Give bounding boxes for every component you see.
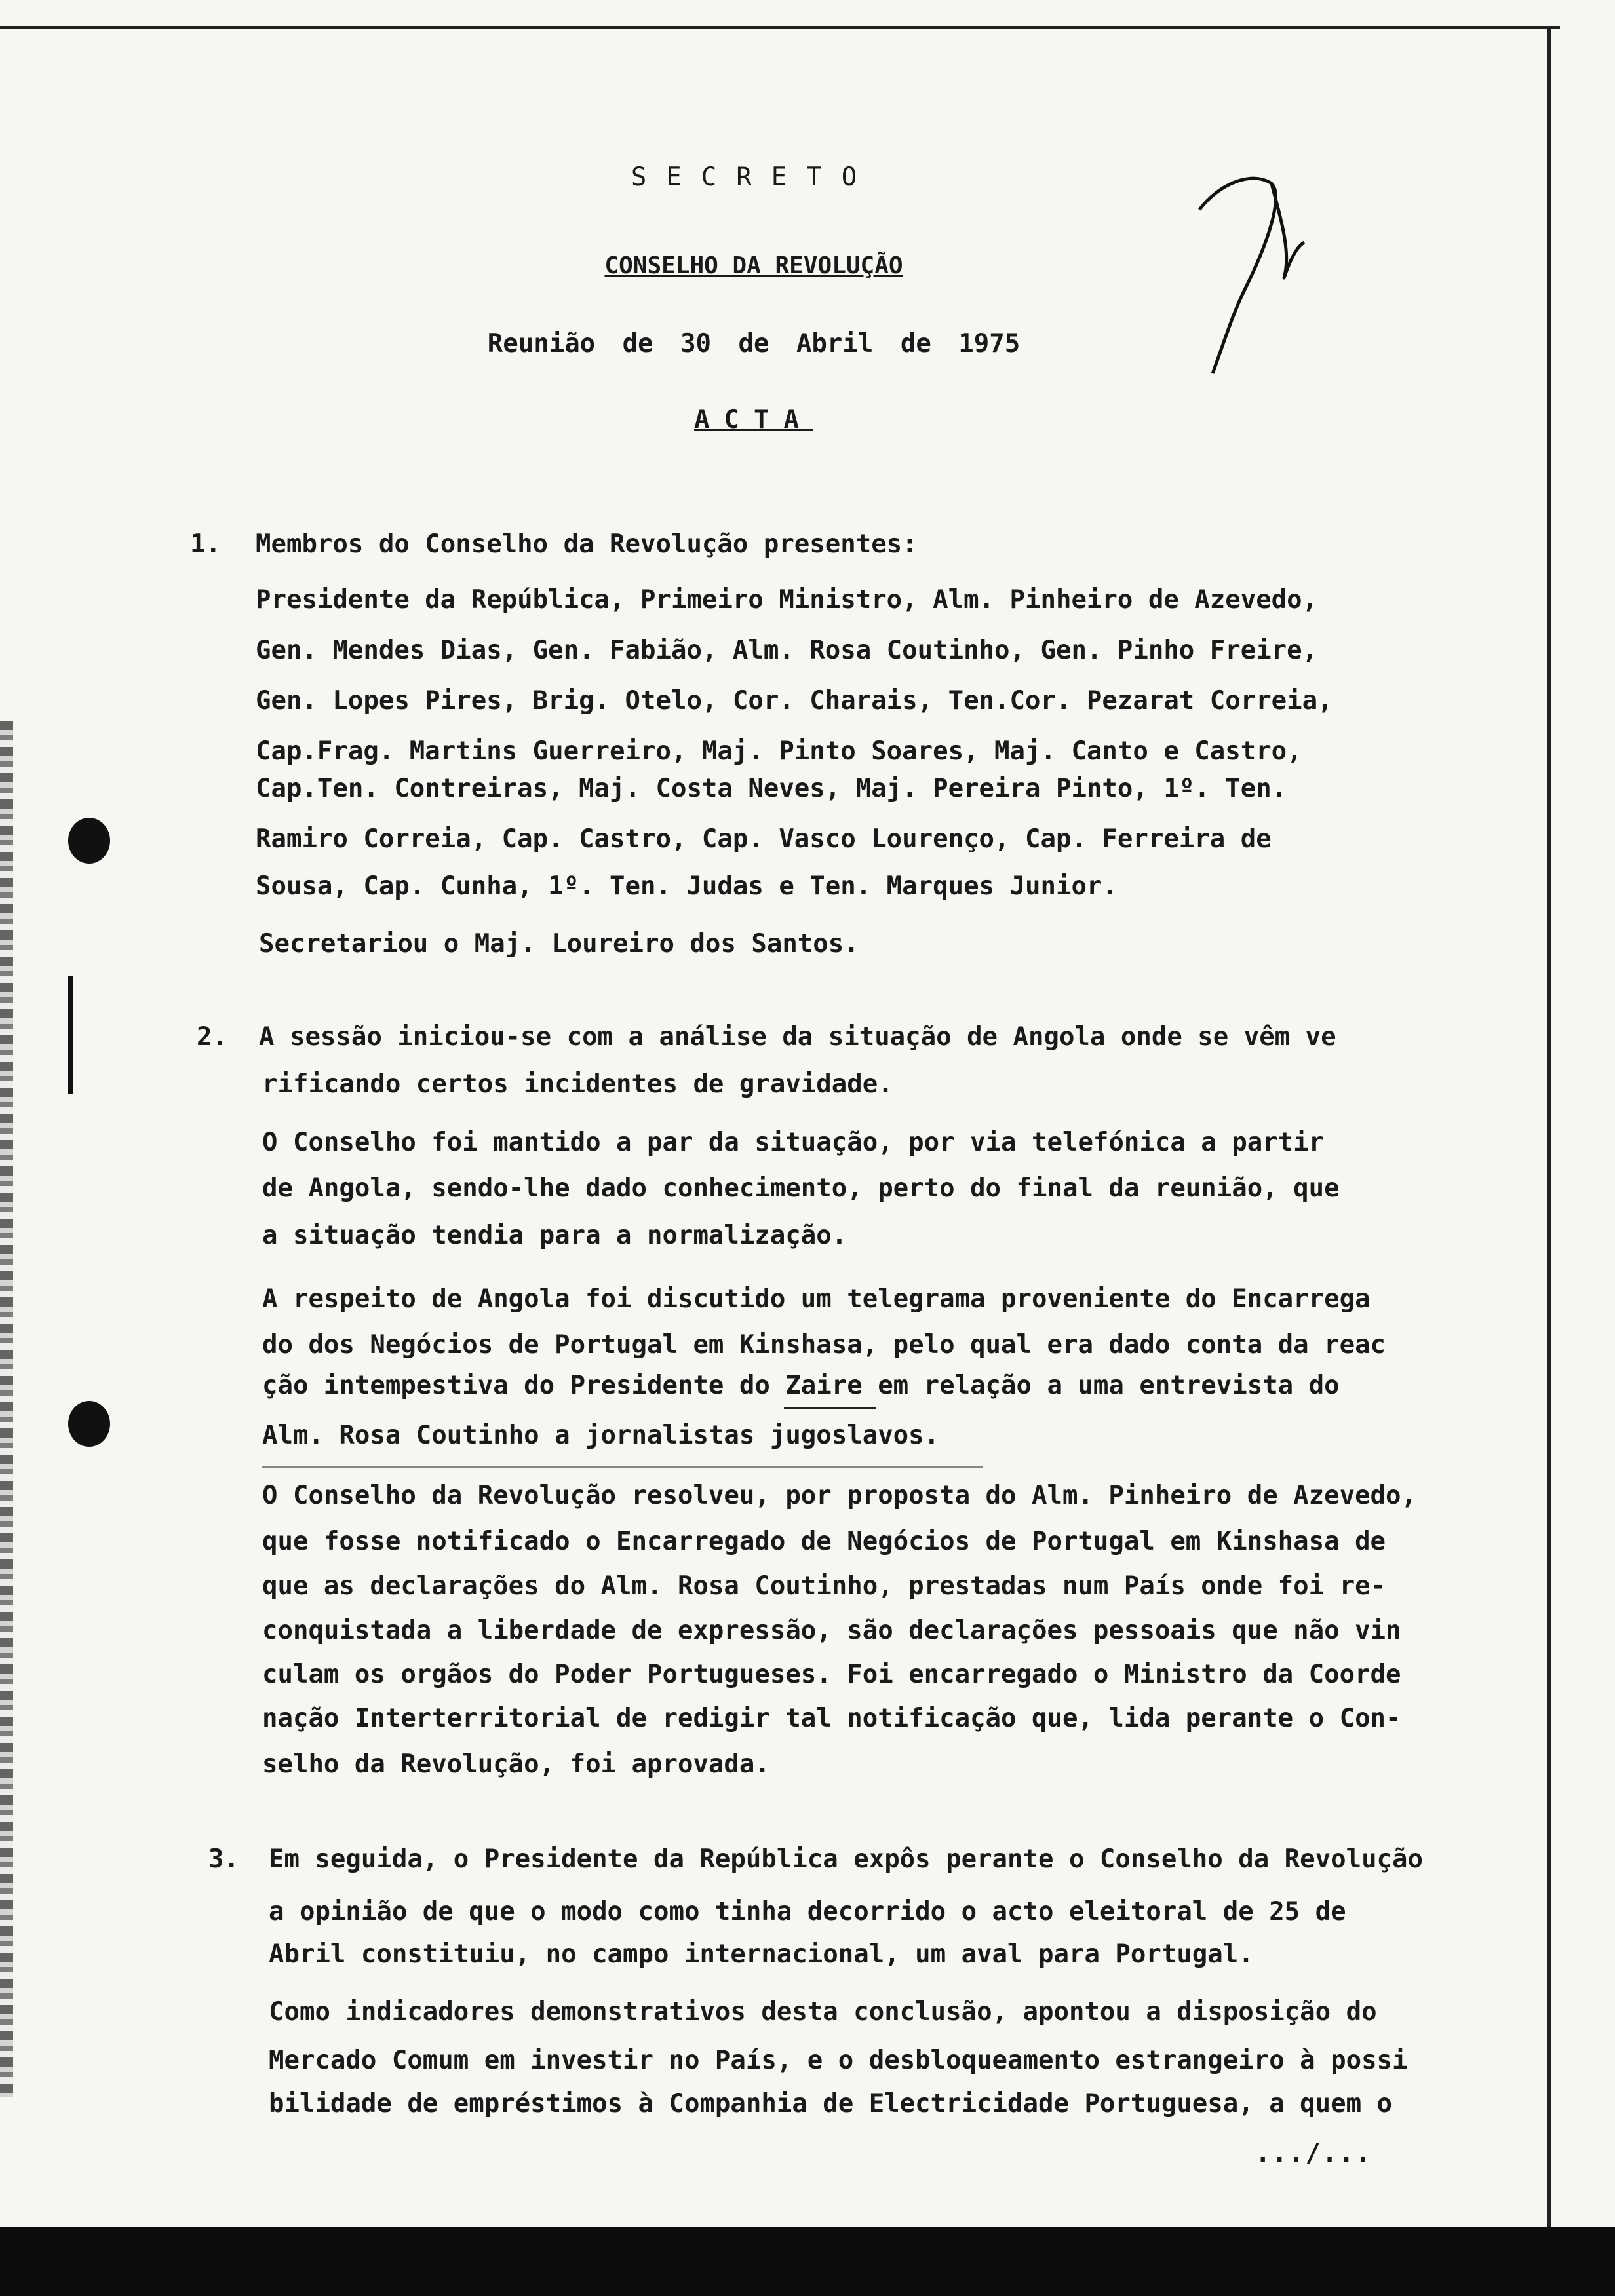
item-number: 1.	[190, 529, 221, 559]
council-title: CONSELHO DA REVOLUÇÃO	[604, 252, 903, 279]
meeting-date: Reunião de 30 de Abril de 1975	[487, 329, 1021, 358]
item-line: rificando certos incidentes de gravidade.	[262, 1069, 893, 1099]
page-border-top	[0, 26, 1560, 29]
document-type: ACTA	[694, 405, 813, 434]
continuation-mark: .../...	[1255, 2139, 1372, 2168]
item-number: 2.	[197, 1022, 227, 1052]
paragraph-line: O Conselho da Revolução resolveu, por proposta do Alm. Pinheiro de Azevedo,	[262, 1481, 1416, 1510]
paragraph-line: nação Interterritorial de redigir tal notificação que, lida perante o Con-	[262, 1704, 1401, 1733]
paragraph-line: conquistada a liberdade de expressão, são declarações pessoais que não vin	[262, 1616, 1401, 1645]
members-line: Sousa, Cap. Cunha, 1º. Ten. Judas e Ten. Marques Junior.	[256, 871, 1118, 901]
paragraph-line: do dos Negócios de Portugal em Kinshasa, pelo qual era dado conta da reac	[262, 1330, 1386, 1360]
members-line: Cap.Ten. Contreiras, Maj. Costa Neves, Maj. Pereira Pinto, 1º. Ten.	[256, 774, 1287, 803]
paragraph-line: a situação tendia para a normalização.	[262, 1221, 847, 1250]
members-line: Presidente da República, Primeiro Ministro, Alm. Pinheiro de Azevedo,	[256, 585, 1318, 615]
paragraph-line: de Angola, sendo-lhe dado conhecimento, perto do final da reunião, que	[262, 1174, 1340, 1203]
item-line: Membros do Conselho da Revolução presentes:	[256, 529, 918, 559]
classification-label: SECRETO	[631, 163, 877, 192]
paragraph-line: que fosse notificado o Encarregado de Negócios de Portugal em Kinshasa de	[262, 1527, 1386, 1556]
members-line: Cap.Frag. Martins Guerreiro, Maj. Pinto Soares, Maj. Canto e Castro,	[256, 737, 1302, 766]
paragraph-line: O Conselho foi mantido a par da situação, por via telefónica a partir	[262, 1128, 1325, 1157]
paragraph-line: ção intempestiva do Presidente do Zaire em relação a uma entrevista do	[262, 1371, 1340, 1400]
paragraph-line: culam os orgãos do Poder Portugueses. Foi encarregado o Ministro da Coorde	[262, 1660, 1401, 1689]
paragraph-line: Mercado Comum em investir no País, e o desbloqueamento estrangeiro à possi	[269, 2046, 1408, 2075]
margin-mark	[68, 976, 73, 1094]
members-line: Gen. Mendes Dias, Gen. Fabião, Alm. Rosa Coutinho, Gen. Pinho Freire,	[256, 636, 1318, 665]
paragraph-line: A respeito de Angola foi discutido um telegrama proveniente do Encarrega	[262, 1284, 1371, 1314]
secretary-line: Secretariou o Maj. Loureiro dos Santos.	[259, 929, 859, 959]
punch-hole-upper	[68, 818, 110, 864]
item-line: Em seguida, o Presidente da República expôs perante o Conselho da Revolução	[269, 1845, 1423, 1874]
paragraph-line: Como indicadores demonstrativos desta conclusão, apontou a disposição do	[269, 1997, 1377, 2027]
paragraph-line: que as declarações do Alm. Rosa Coutinho, prestadas num País onde foi re-	[262, 1571, 1386, 1601]
scan-edge-left	[0, 721, 13, 2097]
members-line: Gen. Lopes Pires, Brig. Otelo, Cor. Charais, Ten.Cor. Pezarat Correia,	[256, 686, 1333, 716]
item-line: A sessão iniciou-se com a análise da situação de Angola onde se vêm ve	[259, 1022, 1336, 1052]
paragraph-line: bilidade de empréstimos à Companhia de Electricidade Portuguesa, a quem o	[269, 2089, 1393, 2118]
page-border-right	[1547, 26, 1551, 2234]
members-line: Ramiro Correia, Cap. Castro, Cap. Vasco Lourenço, Cap. Ferreira de	[256, 824, 1272, 854]
handwritten-rule	[262, 1466, 983, 1468]
paragraph-line: Alm. Rosa Coutinho a jornalistas jugoslavos.	[262, 1421, 940, 1450]
punch-hole-lower	[68, 1401, 110, 1447]
scan-edge-bottom	[0, 2227, 1615, 2296]
handwritten-underline	[784, 1407, 876, 1409]
item-line: a opinião de que o modo como tinha decorrido o acto eleitoral de 25 de	[269, 1897, 1346, 1926]
item-line: Abril constituiu, no campo internacional, um aval para Portugal.	[269, 1940, 1254, 1969]
item-number: 3.	[208, 1845, 239, 1874]
paragraph-line: selho da Revolução, foi aprovada.	[262, 1750, 770, 1779]
